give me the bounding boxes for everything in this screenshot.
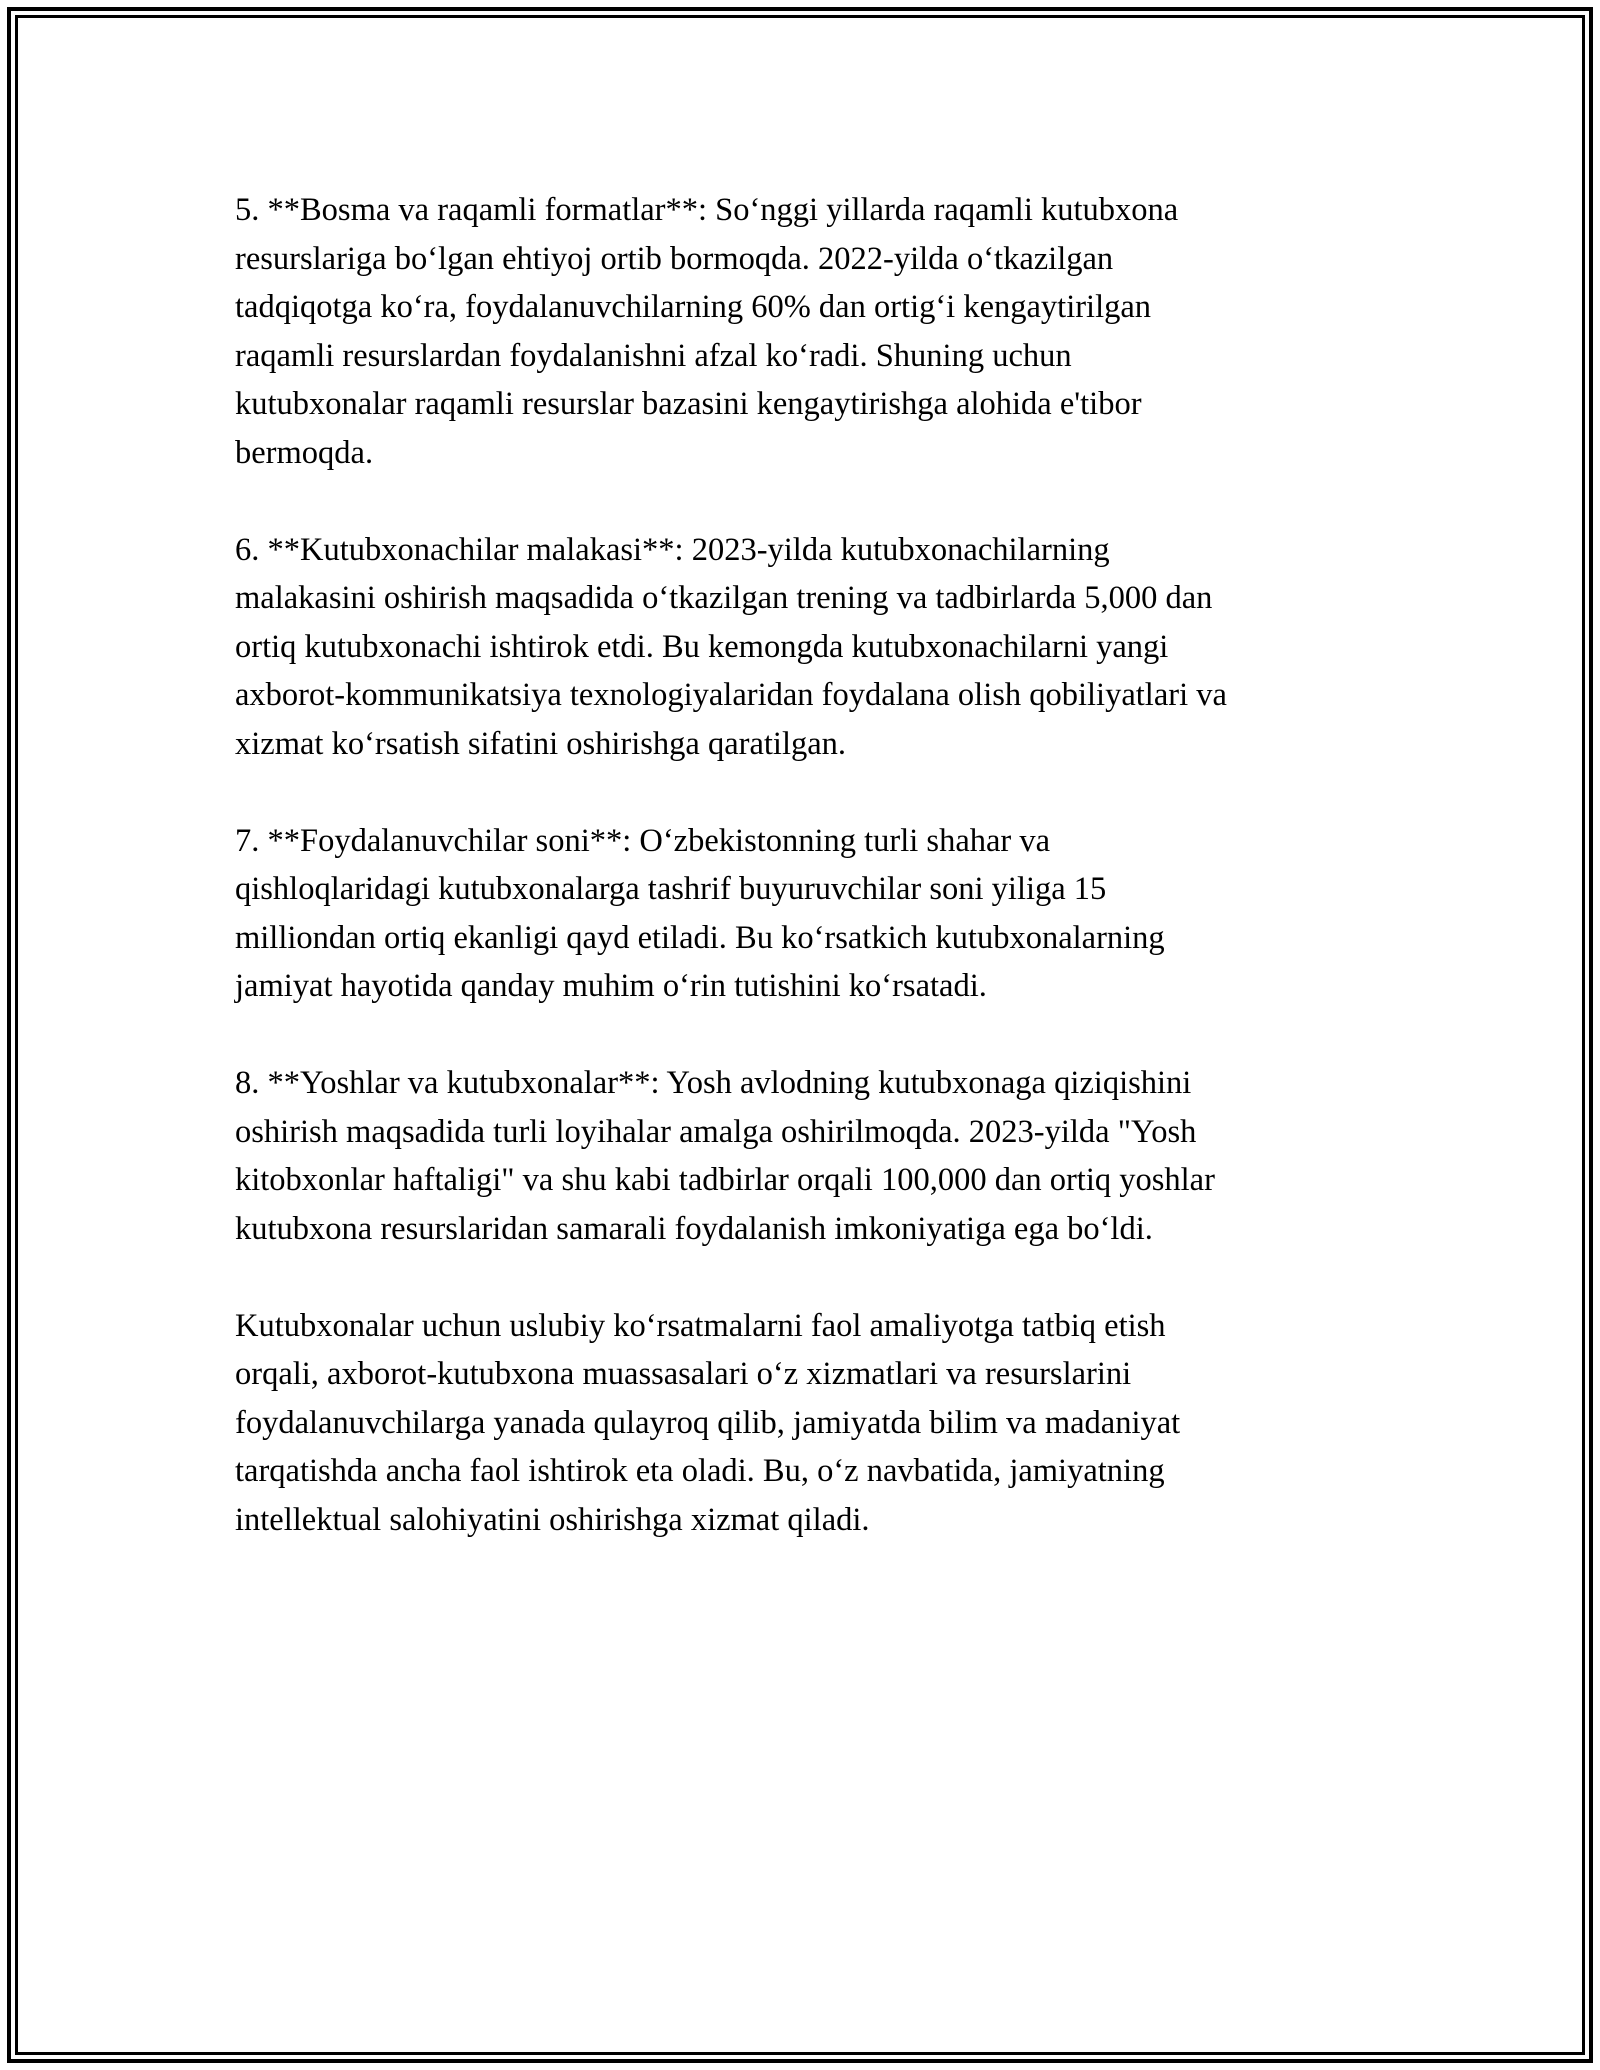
paragraph-librarian-qualifications: 6. **Kutubxonachilar malakasi**: 2023-yilda kutubxonachilarning malakasini oshirish maqsadida oʻtkazilgan trening va tadbirlarda 5,000 dan ortiq kutubxonachi ishtirok etdi. Bu kemongda kutubxonachilarni yangi axborot-kommunikatsiya texnologiyalaridan foydalana olish qobiliyatlari va xizmat koʻrsatish sifatini oshirishga qaratilgan. [235,531,1227,762]
document-body [235,186,1385,1593]
paragraph-user-count: 7. **Foydalanuvchilar soni**: Oʻzbekistonning turli shahar va qishloqlaridagi kutubxonalarga tashrif buyuruvchilar soni yiliga 15 milliondan ortiq ekanligi qayd etiladi. Bu koʻrsatkich kutubxonalarning jamiyat hayotida qanday muhim oʻrin tutishini koʻrsatadi. [235,822,1165,1004]
paragraph-conclusion: Kutubxonalar uchun uslubiy koʻrsatmalarni faol amaliyotga tatbiq etish orqali, axborot-kutubxona muassasalari oʻz xizmatlari va resurslarini foydalanuvchilarga yanada qulayroq qilib, jamiyatda bilim va madaniyat tarqatishda ancha faol ishtirok eta oladi. Bu, oʻz navbatida, jamiyatning intellektual salohiyatini oshirishga xizmat qiladi. [235,1307,1181,1538]
paragraph-print-digital-formats: 5. **Bosma va raqamli formatlar**: Soʻnggi yillarda raqamli kutubxona resurslariga boʻlgan ehtiyoj ortib bormoqda. 2022-yilda oʻtkazilgan tadqiqotga koʻra, foydalanuvchilarning 60% dan ortigʻi kengaytirilgan raqamli resurslardan foydalanishni afzal koʻradi. Shuning uchun kutubxonalar raqamli resurslar bazasini kengaytirishga alohida e'tibor bermoqda. [235,192,1179,471]
paragraph-youth-and-libraries: 8. **Yoshlar va kutubxonalar**: Yosh avlodning kutubxonaga qiziqishini oshirish maqsadida turli loyihalar amalga oshirilmoqda. 2023-yilda "Yosh kitobxonlar haftaligi" va shu kabi tadbirlar orqali 100,000 dan ortiq yoshlar kutubxona resurslaridan samarali foydalanish imkoniyatiga ega boʻldi. [235,1065,1215,1247]
